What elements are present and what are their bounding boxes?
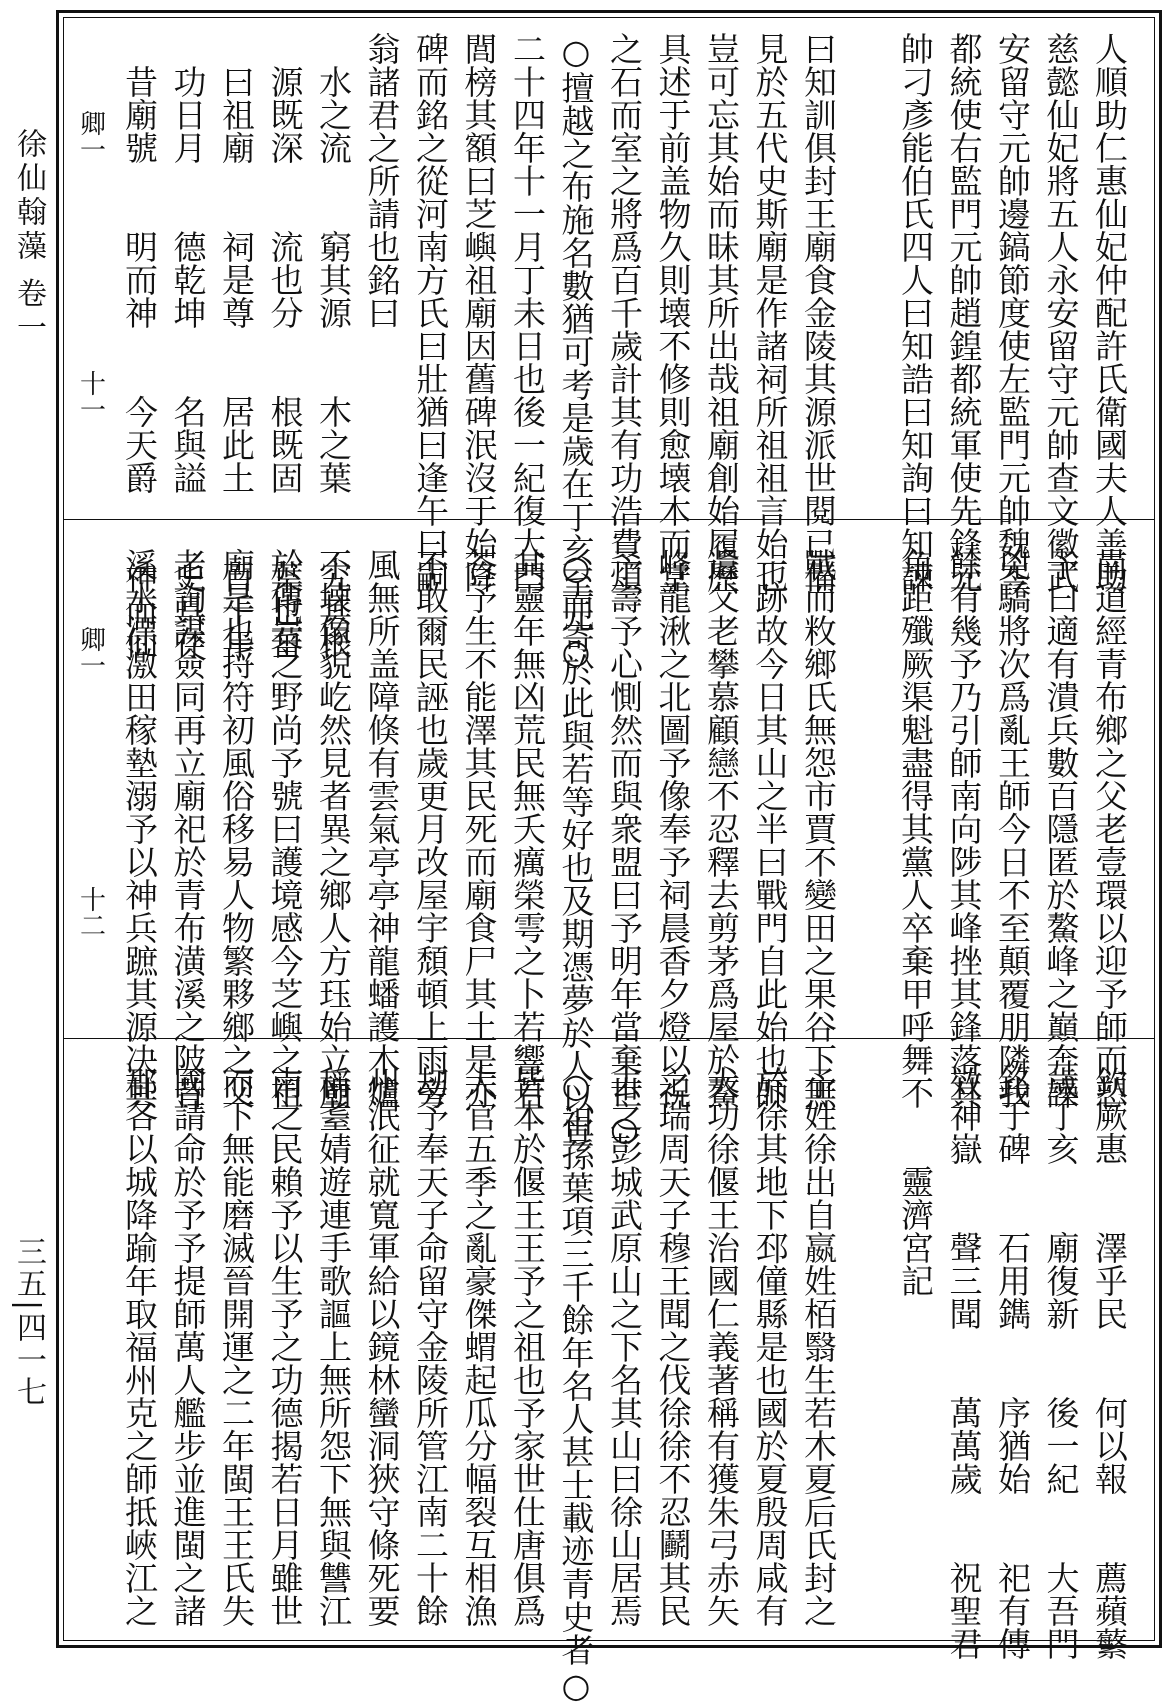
text-column: 溪水漂激田稼墊溺予以神兵蹠其源决其 [120, 548, 159, 1109]
text-column: 峰龍湫之北圖予像奉予祠晨香夕燈以祝 [653, 548, 693, 1109]
text-column: 卿一 十一 [75, 32, 106, 422]
text-column: 碑而銘之從河南方氏曰壯猶曰逢午曰嗣 [411, 32, 450, 593]
text-column: ○擅越之布施名數猶可考是歲在丁亥至元○ [556, 32, 596, 671]
text-column: 風無所盖障倏有雲氣亭亭神龍蟠護木爐 [362, 548, 402, 1109]
text-panel-middle [75, 548, 1130, 1148]
text-column: 都統使右監門元帥趙鍠都統軍使先鋒元 [944, 32, 984, 593]
text-column: 水之流 窮其源 木之葉 究其根 [314, 32, 353, 659]
text-column: 大官五季之亂豪傑蝟起瓜分幅裂互相漁 [459, 1066, 499, 1627]
text-column: 南道經青布鄉之父老壹環以迎予師而愬 [1090, 548, 1129, 1109]
text-column: 功日月 德乾坤 名與謚 史具存 [168, 32, 208, 659]
text-column: 刼予奉天子命留守金陵所管江南二十餘 [411, 1066, 450, 1627]
text-column: 閭榜其額曰芝嶼祖廟因舊碑泯沒于始降 [459, 32, 499, 593]
text-column: 二十四年十一月丁未日也後一紀復大門 [508, 32, 547, 593]
text-column: 荅予生不能澤其民死而廟食尸其土是亦 [459, 548, 499, 1109]
text-column: ○而寄於此與若等好也及期憑夢於人以宣 [556, 548, 596, 1148]
text-column: 之石而室之將爲百千歲計其有功浩費煩 [605, 32, 644, 593]
text-column: 曰祖廟 祠是尊 居此土 百千年 [217, 32, 256, 659]
text-column: 帥刁彥能伯氏四人曰知誥曰知詢曰知諫 [896, 32, 935, 593]
text-column: 老詢謀僉同再立廟祀於青布潢溪之陂昔 [168, 548, 208, 1109]
text-column: 郡各以城降踰年取福州克之師抵峽江之 [120, 1066, 159, 1627]
text-column: ○祖孫葉項三千餘年名人甚士載迹青史者○ [556, 1066, 596, 1705]
text-column: 皆本於偃王王予之祖也予家世仕唐俱爲 [508, 1066, 547, 1627]
text-column: 昔廟號 明而神 今天爵 神而仙 [120, 32, 159, 659]
text-column: 源既深 流也分 根既固 葉也蕃 [265, 32, 305, 659]
text-column: 稱耋婧遊連手歌謳上無所怨下無與讐江 [314, 1066, 353, 1627]
text-column: 南之民賴予以生予之功德揭若日月雖世 [265, 1066, 305, 1627]
text-column: 不壊像貌屹然見者異之鄉人方珏始立廟 [314, 548, 353, 1109]
text-column: 於徐其地下邳僮縣是也國於夏殷周咸有 [750, 1066, 790, 1627]
text-column: 予姓徐出自嬴姓栢翳生若木夏后氏封之 [799, 1066, 838, 1627]
text-column: 兇驕將次爲亂王師今日不至顛覆朋隣我 [993, 548, 1032, 1109]
text-column: 國請命於予予提師萬人艦步並進閩之諸 [168, 1066, 208, 1627]
text-column: 大功徐偃王治國仁義著稱有獲朱弓赤矢 [702, 1066, 741, 1627]
text-column: 予曰適有潰兵數百隱匿於鰲峰之巔奔譟 [1041, 548, 1081, 1109]
text-column: 戰而敉鄉氏無怨市賈不變田之果谷下無 [799, 548, 838, 1109]
text-panel-bottom [90, 1066, 1130, 1705]
text-column: 欽厥惠 澤乎民 何以報 薦蘋蘩 [1090, 1066, 1129, 1660]
margin-title: 徐仙翰藻 卷一 [11, 128, 46, 346]
text-column: 廟是也捋符初風俗移易人物繁夥鄉之父 [217, 548, 256, 1109]
text-column: 銘于碑 石用鐫 序猶始 祀有傳 [993, 1066, 1032, 1660]
text-panel-top [75, 32, 1130, 671]
text-column: 見於五代史斯廟是作諸祠所祖祖言始也 [750, 32, 790, 593]
text-column: 歲丁亥 廟復新 後一紀 大吾門 [1041, 1066, 1081, 1660]
text-column: 角距殲厥渠魁盡得其黨人卒棄甲呼舞不 [896, 548, 935, 1109]
text-column: 卿一 十二 [75, 548, 106, 938]
text-column: 具述于前盖物久則壊不修則愈壊木而堂 [653, 32, 693, 593]
text-column: 而下無能磨滅晉開運之二年閩王王氏失 [217, 1066, 256, 1627]
text-column: 翁諸君之所請也銘曰 [362, 32, 402, 329]
text-column: 豈可忘其始而昧其所出哉祖廟創始履歷 [702, 32, 741, 593]
text-column: 一跡故今日其山之半曰戰門自此始也師 [750, 548, 790, 1109]
text-column: 於傳岩之野尚予號曰護境感今芝嶼之祖 [265, 548, 305, 1109]
text-column: 效神嶽 聲三聞 萬萬歲 祝聖君 [944, 1066, 984, 1660]
text-column: 予壽予心惻然而與衆盟曰予明年當棄世○ [605, 548, 644, 1148]
text-column: 慈懿仙妃將五人永安留守元帥查文徽武 [1041, 32, 1081, 593]
text-column: 去之彭城武原山之下名其山曰徐山居焉 [605, 1066, 644, 1627]
text-column: 餘有幾予乃引師南向陟其峰挫其鋒落其 [944, 548, 984, 1109]
text-column: 安留守元帥邊鎬節度使左監門元帥魏岑 [993, 32, 1032, 593]
text-column: 人順助仁惠仙妃仲配許氏衛國夫人善助 [1090, 32, 1129, 593]
text-column: 曰知訓俱封王廟食金陵其源派世閱已備 [799, 32, 838, 593]
text-column: 州泯征就寬軍給以鏡林蠻洞狹守條死要 [362, 1066, 402, 1627]
margin-page-number: 三五|四一七 [11, 1236, 46, 1409]
text-column: 不敢爾民誣也歲更月改屋宇頹頓上雨旁 [411, 548, 450, 1109]
text-column: 之瑞周天子穆王聞之伐徐徐不忍鬬其民 [653, 1066, 693, 1627]
text-column: 其靈年無凶荒民無夭癘榮雩之卜若響若 [508, 548, 547, 1109]
text-column: 還父老攀慕顧戀不忍釋去剪茅爲屋於鰲 [702, 548, 741, 1109]
text-column: 靈濟宮記 [896, 1066, 935, 1297]
